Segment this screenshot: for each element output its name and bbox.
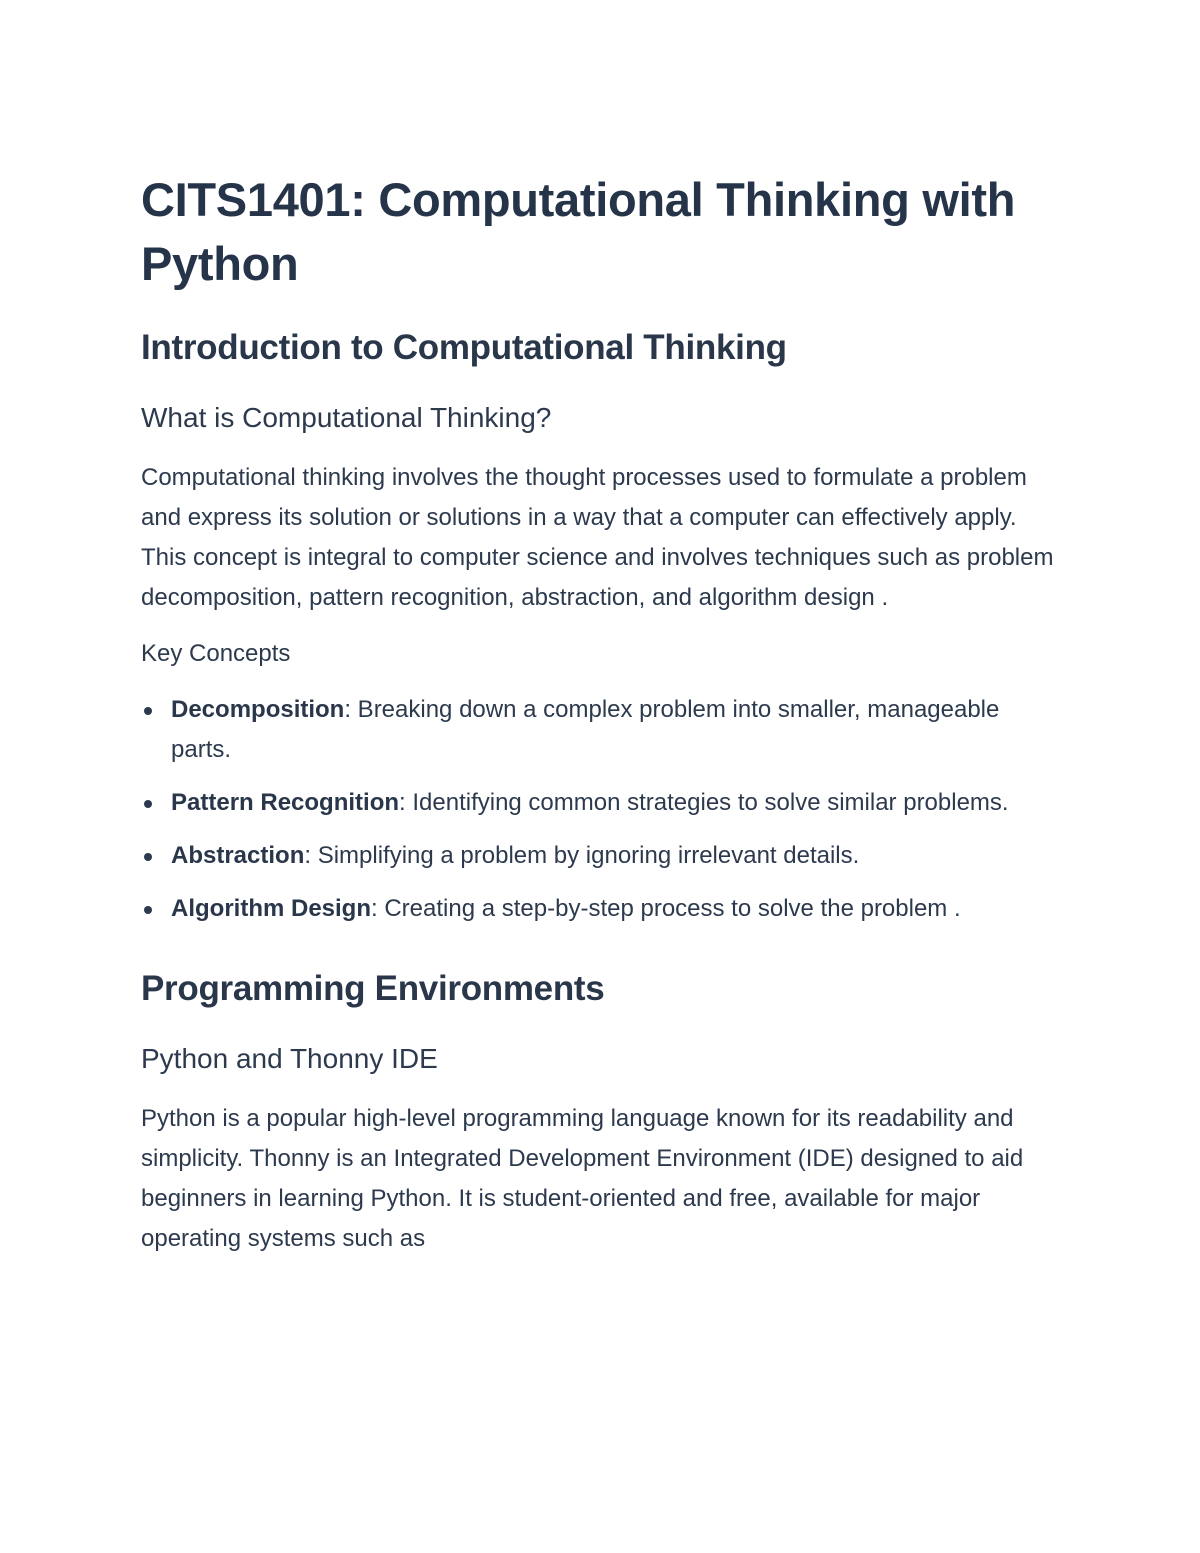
bullet-icon xyxy=(144,906,152,914)
section-heading-introduction: Introduction to Computational Thinking xyxy=(141,328,787,367)
subheading-python-thonny: Python and Thonny IDE xyxy=(141,1043,438,1074)
key-concepts-heading: Key Concepts xyxy=(141,640,291,667)
paragraph-ct-definition: Computational thinking involves the thought processes used to formulate a problem and express its solution or solutions in a way that a computer can effectively apply. This concept is integral to computer science and involves techniques such as problem decomposition, pattern recognition, abstraction, and algorithm design . xyxy=(141,464,1054,611)
section-heading-programming-environments: Programming Environments xyxy=(141,969,605,1008)
list-item xyxy=(141,783,1061,823)
document-page xyxy=(141,168,1061,1259)
concept-description: : Breaking down a complex problem into smaller, manageable parts. xyxy=(171,696,1000,763)
concept-term: Decomposition xyxy=(171,696,345,723)
concept-description: : Identifying common strategies to solve similar problems. xyxy=(399,789,1009,816)
paragraph-python-thonny: Python is a popular high-level programming language known for its readability and simplicity. Thonny is an Integrated Development Environment (IDE) designed to aid beginners in learning Python. It is student-oriented and free, available for major operating systems such as xyxy=(141,1105,1024,1252)
document-title: CITS1401: Computational Thinking with Python xyxy=(141,173,1016,290)
list-item xyxy=(141,836,1061,876)
bullet-icon xyxy=(144,800,152,808)
subheading-what-is-ct: What is Computational Thinking? xyxy=(141,402,552,433)
bullet-icon xyxy=(144,707,152,715)
concept-term: Algorithm Design xyxy=(171,895,372,922)
list-item xyxy=(141,690,1061,770)
bullet-icon xyxy=(144,853,152,861)
key-concepts-list xyxy=(141,690,1061,929)
concept-description: : Creating a step-by-step process to solve the problem . xyxy=(371,895,961,922)
concept-term: Pattern Recognition xyxy=(171,789,400,816)
list-item xyxy=(141,889,1061,929)
concept-description: : Simplifying a problem by ignoring irrelevant details. xyxy=(304,842,860,869)
concept-term: Abstraction xyxy=(171,842,305,869)
